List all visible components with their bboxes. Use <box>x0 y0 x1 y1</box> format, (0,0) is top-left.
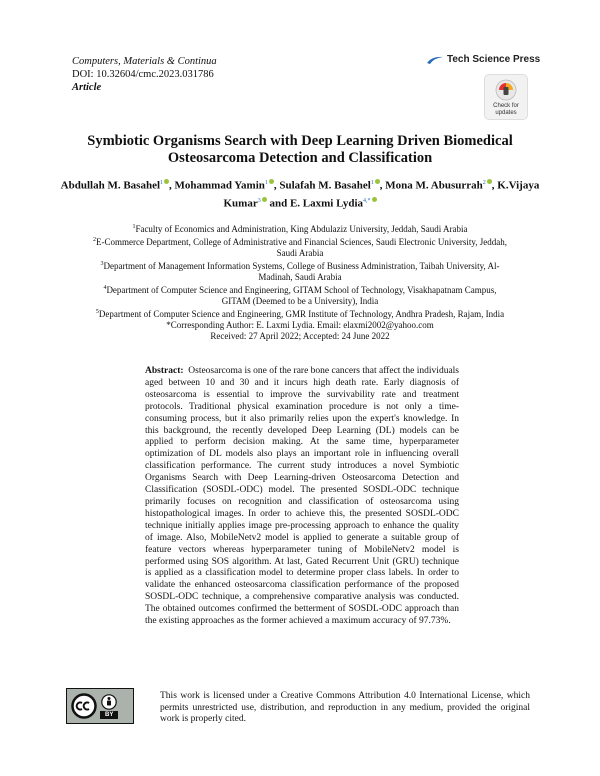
author-separator: , <box>379 179 386 192</box>
author-name: Mohammad Yamin <box>174 179 265 192</box>
author-separator: and <box>266 197 290 210</box>
affiliation-number: 5 <box>95 309 99 315</box>
orcid-icon[interactable] <box>372 197 377 202</box>
affiliation-text: Department of Computer Science and Engineering, GMR Institute of Technology, Andhra Pradesh, Rajam, India <box>98 309 505 319</box>
author-affiliation-sup: 3 <box>257 197 261 204</box>
abstract-label: Abstract: <box>145 366 184 376</box>
affiliation-item <box>90 235 510 259</box>
affiliation-number: 3 <box>100 261 104 267</box>
affiliation-number: 4 <box>103 285 107 291</box>
cc-by-badge[interactable] <box>66 688 134 724</box>
received-dates: Received: 27 April 2022; Accepted: 24 June 2022 <box>210 331 390 341</box>
publisher-name: Tech Science Press <box>447 54 541 65</box>
article-type: Article <box>72 82 102 93</box>
affiliation-text: E-Commerce Department, College of Administrative and Financial Sciences, Saudi Electronic University, Jeddah, Saudi Arabia <box>95 237 508 258</box>
affiliation-item <box>90 259 510 283</box>
affiliation-number: 2 <box>92 237 96 243</box>
affiliation-item <box>90 222 510 235</box>
author-name: Mona M. Abusurrah <box>385 179 483 192</box>
author-affiliation-sup: 1 <box>370 180 374 186</box>
author-name: K.Vijaya Kumar <box>223 179 540 210</box>
affiliations <box>90 222 510 342</box>
author-name: Sulafah M. Basahel <box>279 179 371 192</box>
check-for-updates-badge[interactable] <box>484 74 528 120</box>
corresponding-author: *Corresponding Author: E. Laxmi Lydia. Email: elaxmi2002@yahoo.com <box>166 320 434 330</box>
abstract-text: Osteosarcoma is one of the rare bone cancers that affect the individuals aged between 10 and 30 and it incurs high death rate. Early diagnosis of osteosarcoma is essential to improve the survivability rate and treatment protocols. Traditional physical examination procedure is not only a time-consuming process, but it also primarily relies upon the expert's knowledge. In this background, the recently developed Deep Learning (DL) models can be applied to perform decision making. At the same time, hyperparameter optimization of DL models also plays an important role in influencing overall classification performance. The current study introduces a novel Symbiotic Organisms Search with Deep Learning-driven Osteosarcoma Detection and Classification (SOSDL-ODC) model. The presented SOSDL-ODC technique primarily focuses on recognition and classification of osteosarcoma using histopathological images. In order to achieve this, the presented SOSDL-ODC technique initially applies image pre-processing approach to enhance the quality of image. Also, MobileNetv2 model is applied to generate a suitable group of feature vectors whereas hyperparameter tuning of MobileNetv2 model is performed using SOS algorithm. At last, Gated Recurrent Unit (GRU) technique is applied as a classification model to determine proper class labels. In order to validate the enhanced osteosarcoma classification performance of the proposed SOSDL-ODC technique, a comprehensive comparative analysis was conducted. The obtained outcomes confirmed the betterment of SOSDL-ODC approach than the existing approaches as the former achieved a maximum accuracy of 97.73%. <box>145 366 459 627</box>
journal-name: Computers, Materials & Continua <box>72 56 217 67</box>
creative-commons-icon <box>71 693 97 719</box>
affiliation-text: Faculty of Economics and Administration, King Abdulaziz University, Jeddah, Saudi Arabia <box>135 224 468 234</box>
paper-title: Symbiotic Organisms Search with Deep Learning Driven Biomedical Osteosarcoma Detection and Classification <box>87 133 513 166</box>
doi[interactable]: DOI: 10.32604/cmc.2023.031786 <box>72 69 214 80</box>
publisher-logo <box>426 54 540 65</box>
by-label: BY <box>100 711 118 719</box>
affiliation-item <box>90 307 510 320</box>
author-affiliation-sup: 2 <box>482 180 486 186</box>
publisher-swoosh-icon <box>426 55 444 65</box>
author-separator: , <box>491 179 498 192</box>
author-separator: , <box>273 179 280 192</box>
attribution-person-icon <box>101 694 117 710</box>
author-affiliation-sup: 1 <box>160 180 164 186</box>
affiliation-number: 1 <box>132 224 136 230</box>
author-list <box>60 176 540 211</box>
author-separator: , <box>169 179 175 192</box>
author-affiliation-sup: 4,* <box>363 197 371 204</box>
check-updates-label: Check for updates <box>493 103 519 116</box>
license-text: This work is licensed under a Creative Commons Attribution 4.0 International License, which permits unrestricted use, distribution, and reproduction in any medium, provided the original work is properly cited. <box>160 691 530 724</box>
affiliation-text: Department of Computer Science and Engineering, GITAM School of Technology, Visakhapatnam Campus, GITAM (Deemed to be a University), India <box>106 285 497 306</box>
author-affiliation-sup: 1 <box>264 180 268 186</box>
author-name: E. Laxmi Lydia <box>289 197 364 210</box>
affiliation-text: Department of Management Information Systems, College of Business Administration, Taibah University, Al-Madinah, Saudi Arabia <box>103 261 500 282</box>
abstract <box>145 366 459 628</box>
check-updates-icon <box>495 79 517 101</box>
author-name: Abdullah M. Basahel <box>60 179 161 192</box>
affiliation-item <box>90 283 510 307</box>
